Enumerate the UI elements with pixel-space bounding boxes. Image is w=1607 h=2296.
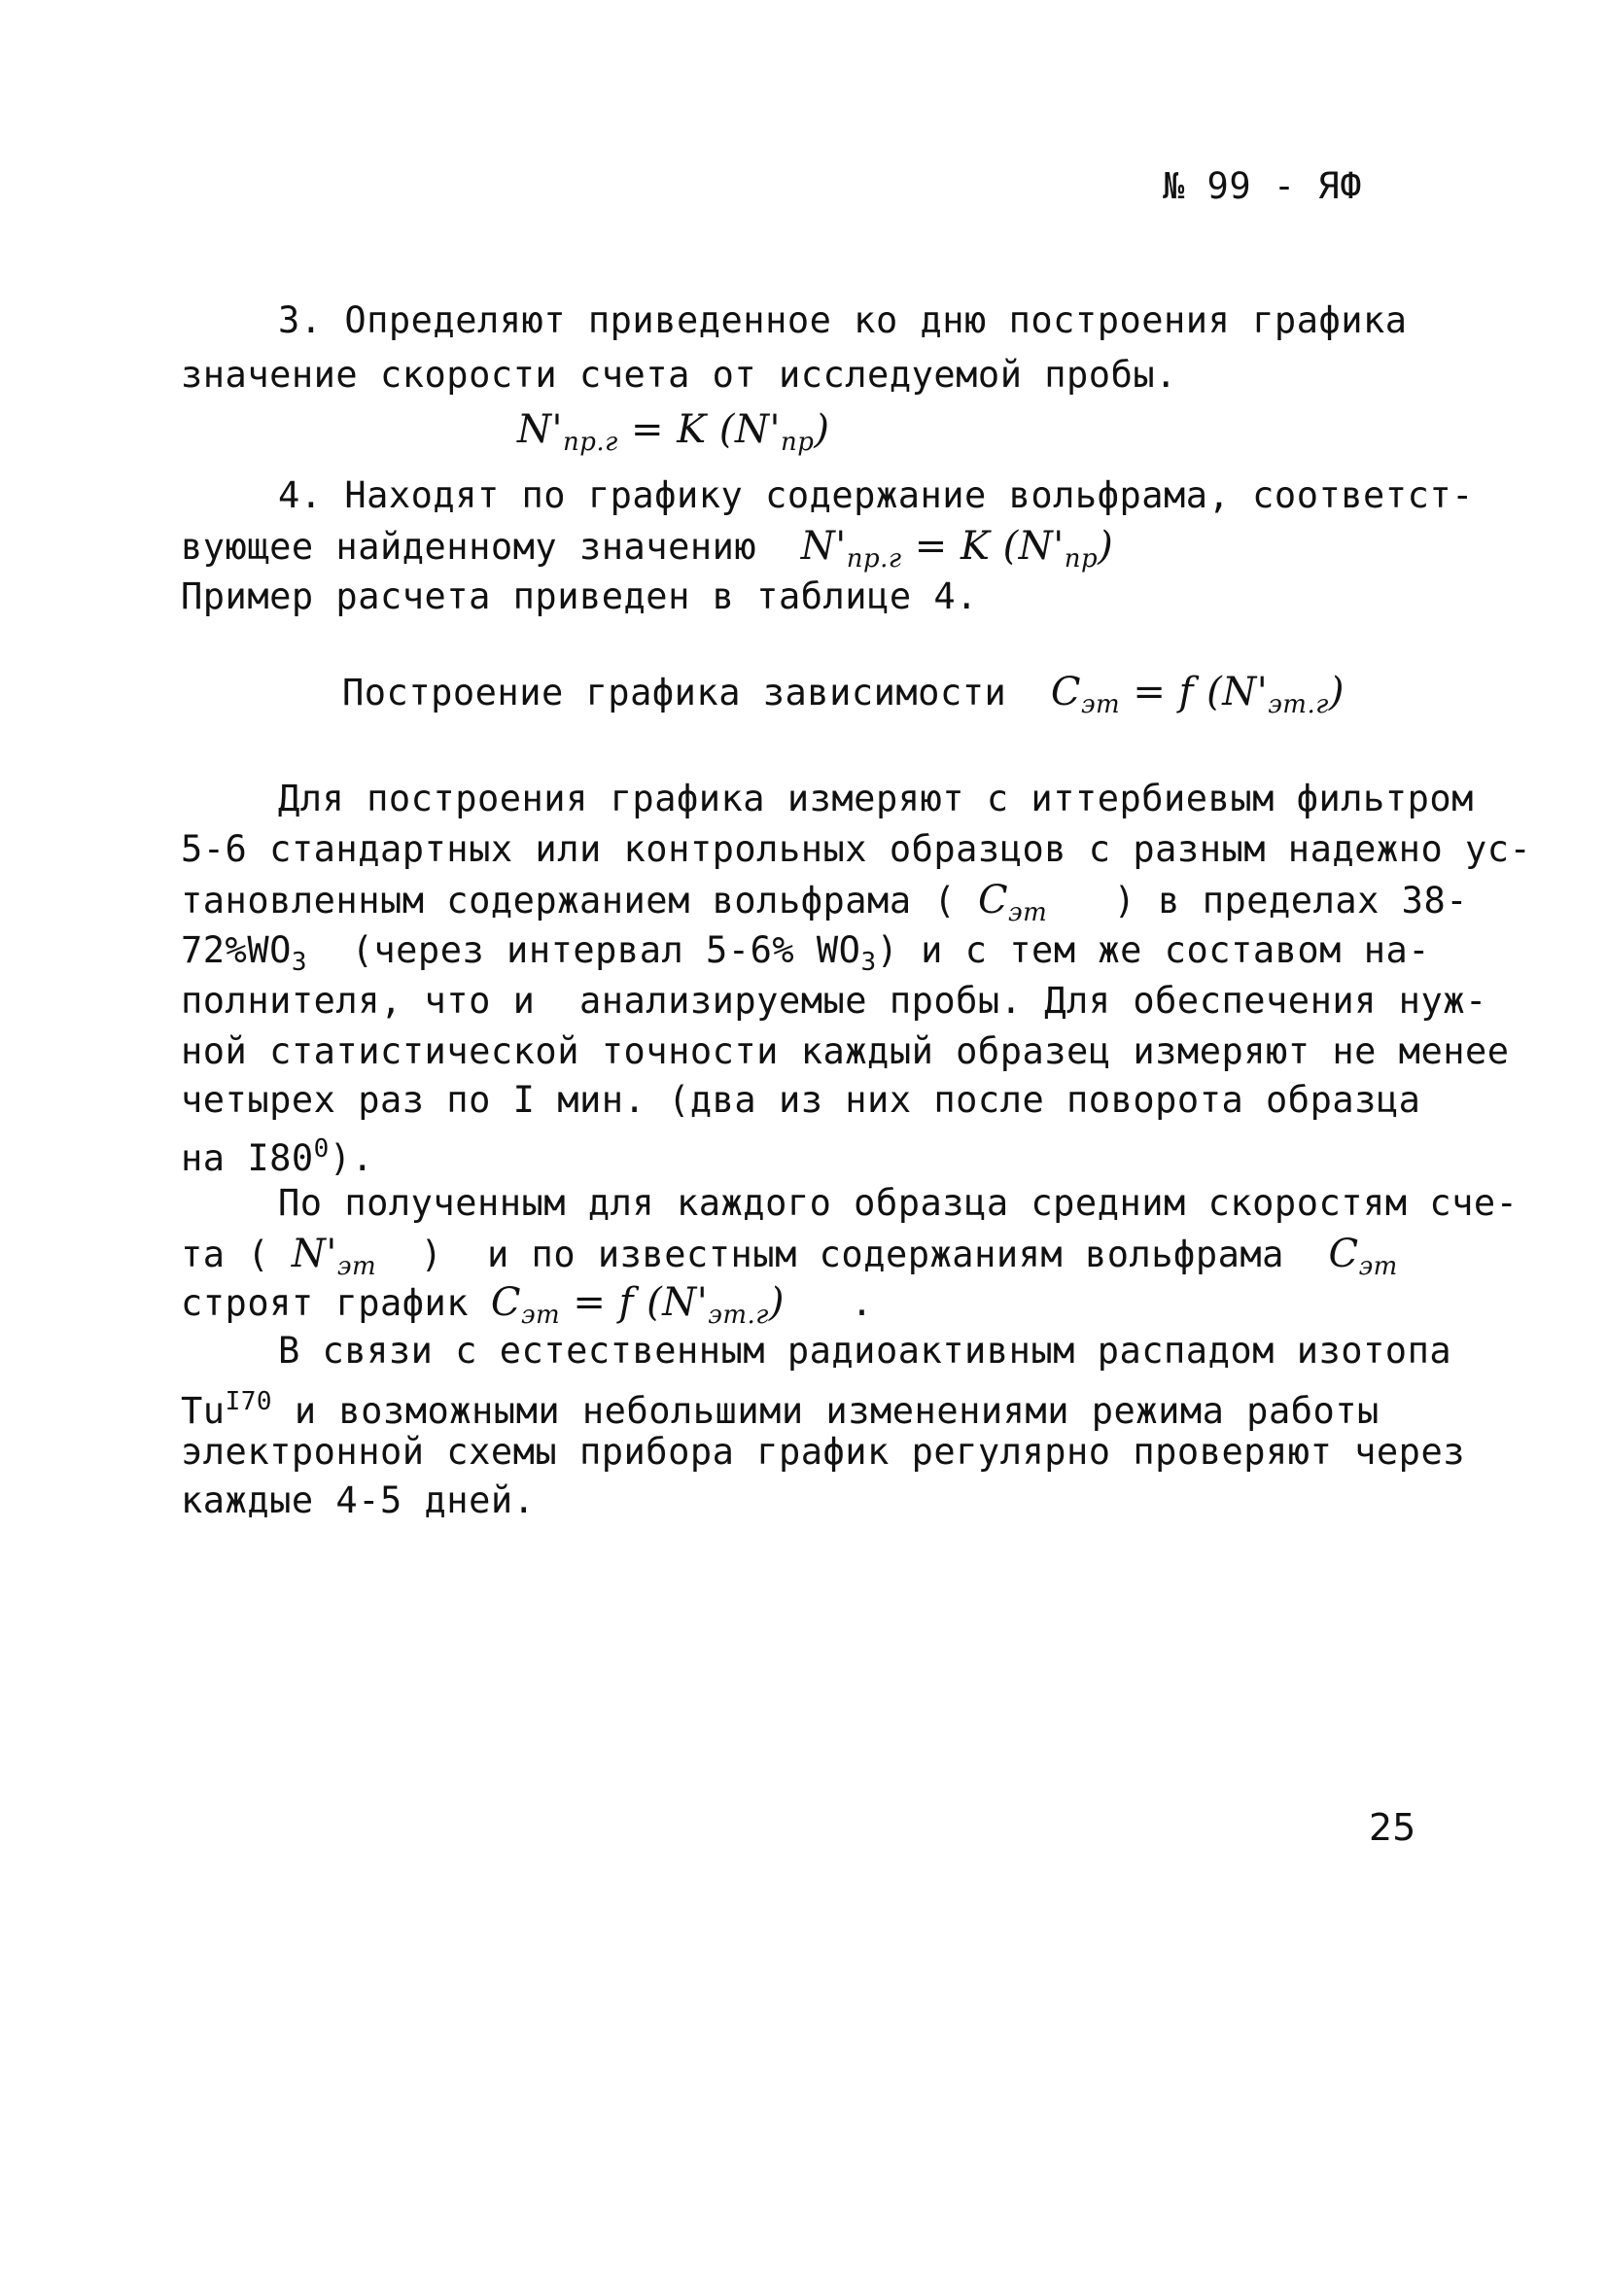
document-number: № 99 - ЯФ (1163, 165, 1362, 207)
para3-line1: В связи с естественным радиоактивным распадом изотопа (278, 1330, 1452, 1372)
step4-line3: Пример расчета приведен в таблице 4. (181, 575, 978, 617)
para2-line3: строят график $C_{эт} = f$ $(N'_{эт.г})$ . (181, 1280, 874, 1330)
para1-line7: четырех раз по I мин. (два из них после поворота образца (181, 1079, 1421, 1121)
step4-line2: вующее найденному значению $N'_{пр.г} = K$ $(N'_{пр})$ (181, 524, 1114, 574)
para1-line6: ной статистической точности каждый образец измеряют не менее (181, 1030, 1510, 1072)
step4-line1: 4. Находят по графику содержание вольфрама, соответст- (278, 474, 1474, 516)
para2-line2: та ( $N'_{эт}$ ) и по известным содержаниям вольфрама $C_{эт}$ (181, 1232, 1398, 1281)
para3-line4: каждые 4-5 дней. (181, 1479, 536, 1521)
page-number: 25 (1369, 1806, 1416, 1849)
para1-line5: полнителя, что и анализируемые пробы. Для обеспечения нуж- (181, 980, 1487, 1022)
para1-line1: Для построения графика измеряют с иттербиевым фильтром (278, 778, 1474, 819)
para3-line3: электронной схемы прибора график регулярно проверяют через (181, 1431, 1466, 1473)
para1-line4: $72\%WO_3$ (через интервал 5-6% $WO_3$) и с тем же составом на- (181, 929, 1431, 977)
step3-line1: 3. Определяют приведенное ко дню построения графика (278, 299, 1408, 341)
para2-line1: По полученным для каждого образца средним скоростям сче- (278, 1182, 1519, 1224)
para1-line2: 5-6 стандартных или контрольных образцов с разным надежно ус- (181, 828, 1532, 870)
step3-formula: $N'_{пр.г} = K$ $(N'_{пр})$ (517, 407, 830, 457)
para1-line8: на $I80^0$). (181, 1134, 374, 1179)
para3-line2: $Tu^{I70}$ и возможными небольшими изменениями режима работы (181, 1387, 1380, 1432)
section-heading: Построение графика зависимости $C_{эт} = f$ $(N'_{эт.г})$ (342, 670, 1345, 719)
step3-line2: значение скорости счета от исследуемой пробы. (181, 354, 1177, 396)
para1-line3: тановленным содержанием вольфрама ( $C_{эт}$ ) в пределах 38- (181, 878, 1469, 927)
